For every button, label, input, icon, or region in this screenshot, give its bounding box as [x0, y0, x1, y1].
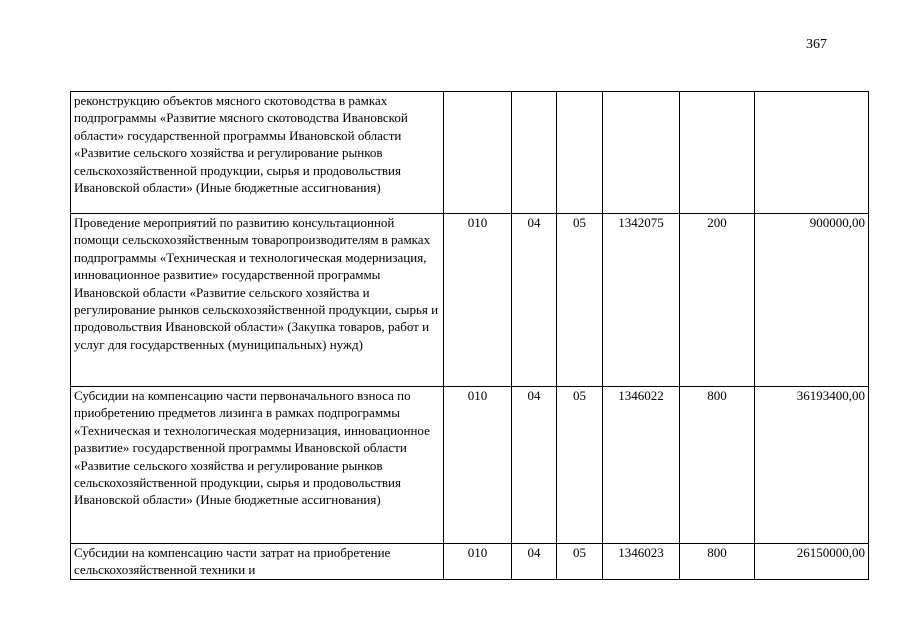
- target-article-cell: 1346022: [603, 387, 680, 544]
- target-article-cell: [603, 92, 680, 214]
- subsection-code-cell: [557, 92, 603, 214]
- expense-type-cell: [680, 92, 755, 214]
- expense-type-cell: 200: [680, 214, 755, 387]
- ministry-code-cell: 010: [444, 214, 512, 387]
- row-description: Субсидии на компенсацию части первоначального взноса по приобретению предметов лизинга в рамках подпрограммы «Техническая и технологическая модернизация, инновационное развитие» государственной программы Ивановской области «Развитие сельского хозяйства и регулирование рынков сельскохозяйственной продукции, сырья и продовольствия Ивановской области» (Иные бюджетные ассигнования): [71, 387, 444, 544]
- table-row: [71, 214, 869, 387]
- expense-type-cell: 800: [680, 387, 755, 544]
- amount-cell: 26150000,00: [755, 544, 869, 580]
- row-description: Проведение мероприятий по развитию консультационной помощи сельскохозяйственным товаропроизводителям в рамках подпрограммы «Техническая и технологическая модернизация, инновационное развитие» государственной программы Ивановской области «Развитие сельского хозяйства и регулирование рынков сельскохозяйственной продукции, сырья и продовольствия Ивановской области» (Закупка товаров, работ и услуг для государственных (муниципальных) нужд): [71, 214, 444, 387]
- amount-cell: 36193400,00: [755, 387, 869, 544]
- subsection-code-cell: 05: [557, 214, 603, 387]
- target-article-cell: 1342075: [603, 214, 680, 387]
- budget-table: [70, 91, 869, 580]
- ministry-code-cell: [444, 92, 512, 214]
- table-row: [71, 544, 869, 580]
- subsection-code-cell: 05: [557, 387, 603, 544]
- table-row: [71, 387, 869, 544]
- section-code-cell: [512, 92, 557, 214]
- amount-cell: 900000,00: [755, 214, 869, 387]
- expense-type-cell: 800: [680, 544, 755, 580]
- page-number: 367: [806, 37, 827, 52]
- section-code-cell: 04: [512, 387, 557, 544]
- row-description: реконструкцию объектов мясного скотоводства в рамках подпрограммы «Развитие мясного скотоводства Ивановской области» государственной программы Ивановской области «Развитие сельского хозяйства и регулирование рынков сельскохозяйственной продукции, сырья и продовольствия Ивановской области» (Иные бюджетные ассигнования): [71, 92, 444, 214]
- table-row: [71, 92, 869, 214]
- section-code-cell: 04: [512, 214, 557, 387]
- amount-cell: [755, 92, 869, 214]
- row-description: Субсидии на компенсацию части затрат на приобретение сельскохозяйственной техники и: [71, 544, 444, 580]
- target-article-cell: 1346023: [603, 544, 680, 580]
- section-code-cell: 04: [512, 544, 557, 580]
- ministry-code-cell: 010: [444, 544, 512, 580]
- subsection-code-cell: 05: [557, 544, 603, 580]
- ministry-code-cell: 010: [444, 387, 512, 544]
